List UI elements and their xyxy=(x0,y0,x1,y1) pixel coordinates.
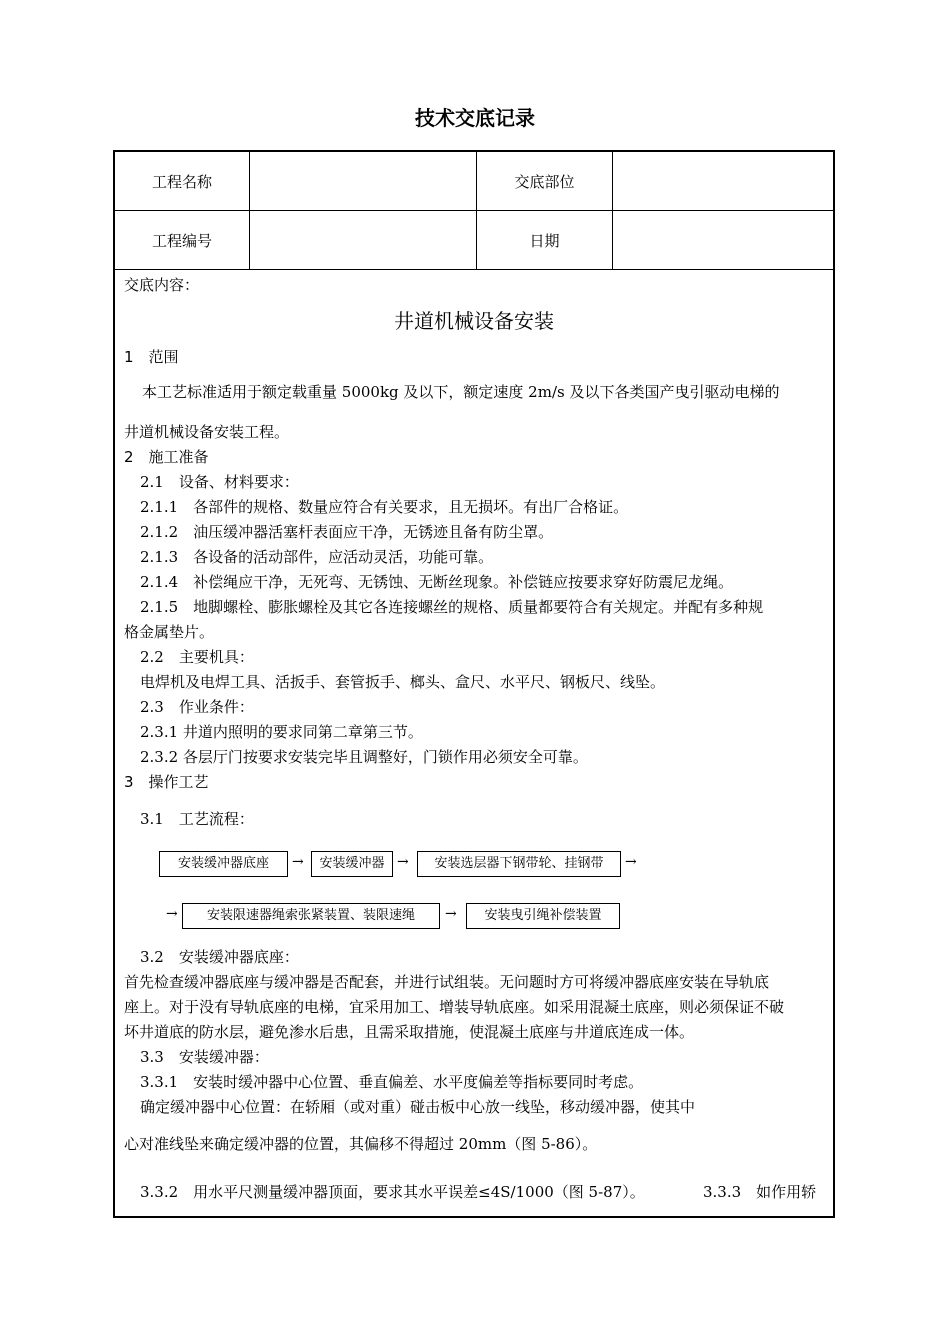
flow-step-1: 安装缓冲器底座 xyxy=(159,851,288,877)
section-2-3-1: 2.3.1 井道内照明的要求同第二章第三节。 xyxy=(140,723,423,741)
header-row-1 xyxy=(115,152,833,211)
date-label: 日期 xyxy=(477,211,613,270)
section-2-1-5b: 格金属垫片。 xyxy=(124,623,215,641)
flow-step-5: 安装曳引绳补偿装置 xyxy=(466,903,620,929)
date-field[interactable] xyxy=(613,211,834,270)
flow-arrow-5: → xyxy=(445,906,457,922)
flow-arrow-4: → xyxy=(166,906,178,922)
section-1-text-1: 本工艺标准适用于额定载重量 5000kg 及以下，额定速度 2m/s 及以下各类国产曳引驱动电梯的 xyxy=(142,383,780,401)
section-3-3: 3.3 安装缓冲器： xyxy=(140,1048,269,1066)
flow-step-4: 安装限速器绳索张紧装置、装限速绳 xyxy=(182,903,440,929)
section-2-3-2: 2.3.2 各层厅门按要求安装完毕且调整好，门锁作用必须安全可靠。 xyxy=(140,748,588,766)
section-2-1-3: 2.1.3 各设备的活动部件，应活动灵活，功能可靠。 xyxy=(140,548,494,566)
content-label: 交底内容： xyxy=(124,276,200,294)
section-3-3-1-text-2: 心对准线坠来确定缓冲器的位置，其偏移不得超过 20mm（图 5-86）。 xyxy=(124,1135,598,1153)
section-3-2-text-3: 坏井道底的防水层，避免渗水后患，且需采取措施，使混凝土底座与井道底连成一体。 xyxy=(124,1023,695,1041)
section-3-title: 3 操作工艺 xyxy=(124,773,209,791)
section-2-1: 2.1 设备、材料要求： xyxy=(140,473,299,491)
flow-arrow-2: → xyxy=(397,854,409,870)
section-2-1-2: 2.1.2 油压缓冲器活塞杆表面应干净，无锈迹且备有防尘罩。 xyxy=(140,523,554,541)
project-name-label: 工程名称 xyxy=(115,152,250,211)
page-title: 技术交底记录 xyxy=(415,106,535,130)
project-no-field[interactable] xyxy=(250,211,477,270)
project-name-field[interactable] xyxy=(250,152,477,211)
project-no-label: 工程编号 xyxy=(115,211,250,270)
section-2-2-tools: 电焊机及电焊工具、活扳手、套管扳手、榔头、盒尺、水平尺、钢板尺、线坠。 xyxy=(140,673,666,691)
section-1-title: 1 范围 xyxy=(124,348,179,366)
content-heading: 井道机械设备安装 xyxy=(394,309,554,333)
record-form xyxy=(113,150,835,1218)
flow-step-2: 安装缓冲器 xyxy=(311,851,393,877)
section-3-3-1-text-1: 确定缓冲器中心位置：在轿厢（或对重）碰击板中心放一线坠，移动缓冲器，使其中 xyxy=(140,1098,696,1116)
section-1-text-2: 井道机械设备安装工程。 xyxy=(124,423,290,441)
section-2-2: 2.2 主要机具： xyxy=(140,648,254,666)
flow-step-3: 安装选层器下钢带轮、挂钢带 xyxy=(417,851,621,877)
section-3-3-3: 3.3.3 如作用轿 xyxy=(703,1183,817,1201)
section-3-3-2: 3.3.2 用水平尺测量缓冲器顶面，要求其水平误差≤4S/1000（图 5-87）。 xyxy=(140,1183,645,1201)
location-label: 交底部位 xyxy=(477,152,613,211)
section-2-3: 2.3 作业条件： xyxy=(140,698,254,716)
flow-arrow-1: → xyxy=(292,854,304,870)
header-row-2 xyxy=(115,211,833,270)
section-2-1-5a: 2.1.5 地脚螺栓、膨胀螺栓及其它各连接螺丝的规格、质量都要符合有关规定。并配有多种规 xyxy=(140,598,764,616)
section-2-title: 2 施工准备 xyxy=(124,448,209,466)
header-table xyxy=(115,152,833,270)
section-3-1: 3.1 工艺流程： xyxy=(140,810,254,828)
flow-arrow-3: → xyxy=(625,854,637,870)
section-3-2-text-1: 首先检查缓冲器底座与缓冲器是否配套，并进行试组装。无问题时方可将缓冲器底座安装在导轨底 xyxy=(124,973,770,991)
section-3-2: 3.2 安装缓冲器底座： xyxy=(140,948,299,966)
section-3-2-text-2: 座上。对于没有导轨底座的电梯，宜采用加工、增装导轨底座。如采用混凝土底座，则必须保证不破 xyxy=(124,998,785,1016)
section-3-3-1: 3.3.1 安装时缓冲器中心位置、垂直偏差、水平度偏差等指标要同时考虑。 xyxy=(140,1073,644,1091)
location-field[interactable] xyxy=(613,152,834,211)
section-2-1-4: 2.1.4 补偿绳应干净，无死弯、无锈蚀、无断丝现象。补偿链应按要求穿好防震尼龙绳。 xyxy=(140,573,734,591)
section-2-1-1: 2.1.1 各部件的规格、数量应符合有关要求，且无损坏。有出厂合格证。 xyxy=(140,498,629,516)
